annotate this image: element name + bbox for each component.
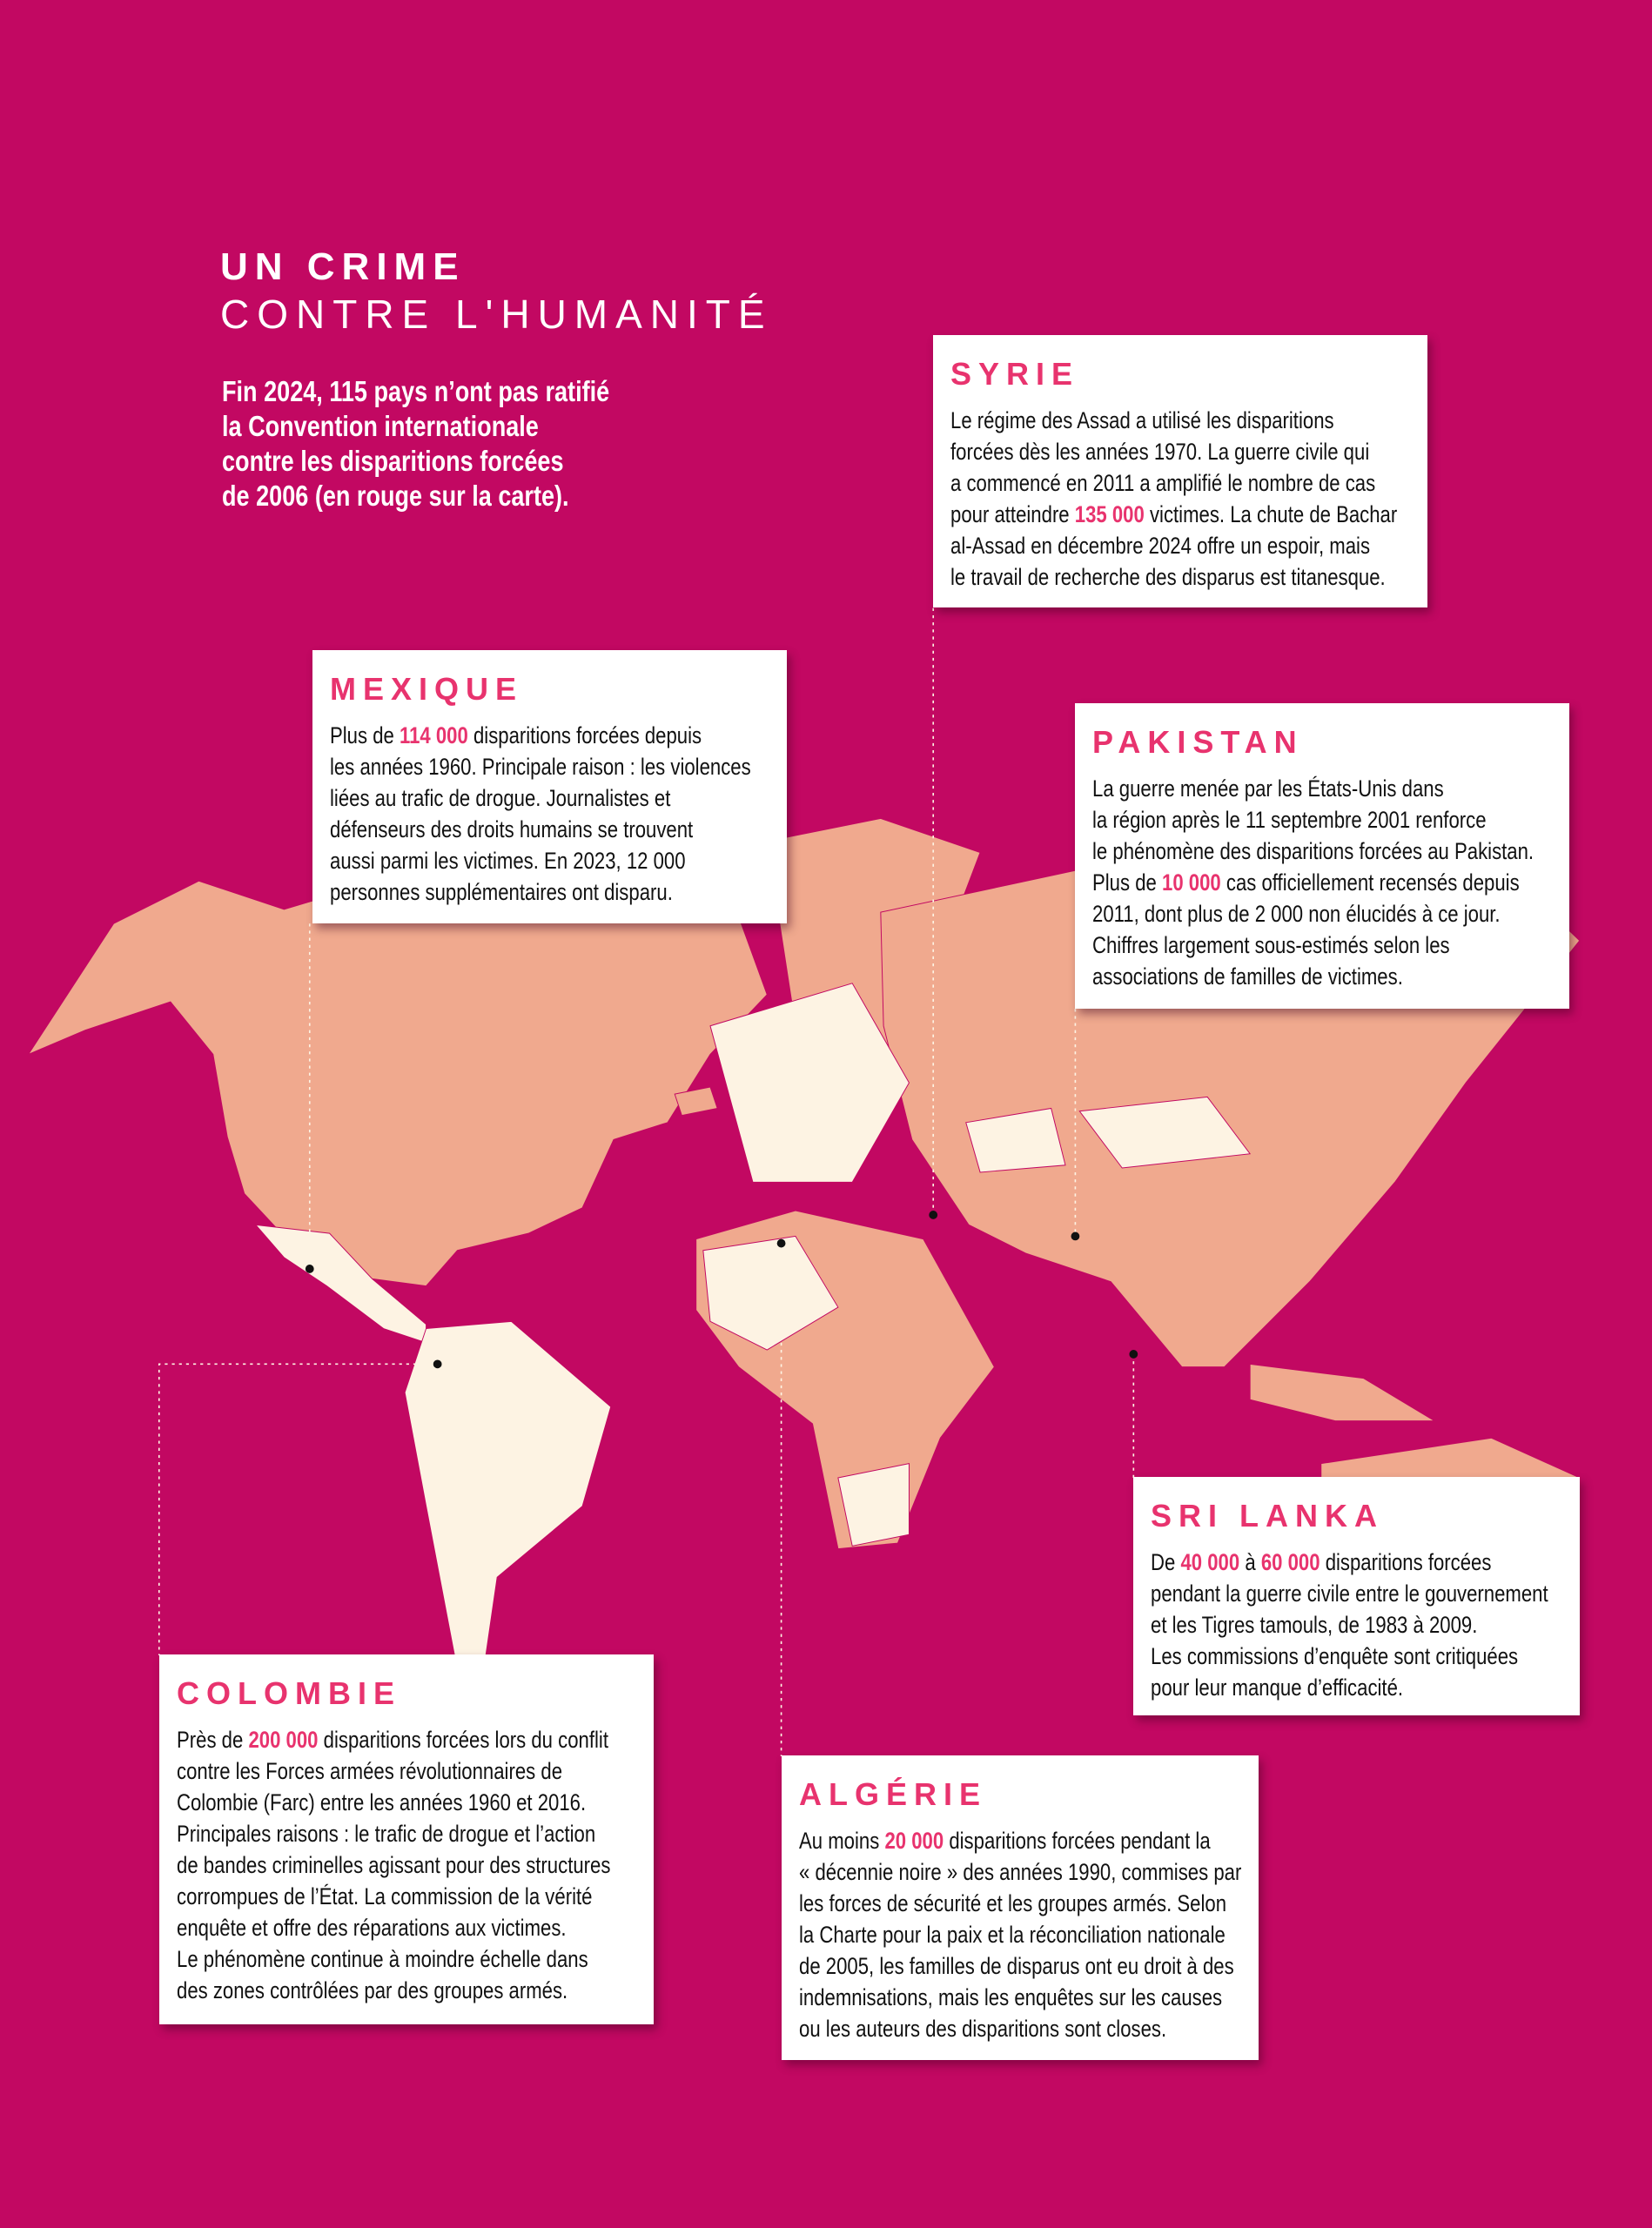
intro-line: la Convention internationale — [222, 410, 539, 442]
text-segment: les années 1960. Principale raison : les violences — [330, 754, 751, 780]
marker-algerie — [777, 1239, 786, 1248]
box-line — [1151, 1672, 1488, 1703]
text-segment: disparitions forcées — [1320, 1549, 1492, 1575]
text-segment: liées au trafic de drogue. Journalistes et — [330, 785, 671, 811]
box-title: PAKISTAN — [1092, 724, 1304, 760]
box-line — [330, 876, 690, 908]
text-segment: Près de — [177, 1727, 249, 1753]
box-pakistan — [1075, 703, 1569, 1009]
box-line — [330, 720, 702, 751]
text-segment: indemnisations, mais les enquêtes sur les causes — [799, 1984, 1223, 2010]
text-segment: Le phénomène continue à moindre échelle dans — [177, 1946, 588, 1972]
title-line-2: CONTRE L'HUMANITÉ — [220, 292, 773, 337]
south-america — [405, 1321, 611, 1655]
box-body — [1151, 1547, 1562, 1703]
box-line — [1092, 898, 1501, 929]
text-segment: forcées dès les années 1970. La guerre civile qui — [950, 439, 1370, 465]
highlight-figure: 20 000 — [884, 1828, 944, 1854]
text-segment: associations de familles de victimes. — [1092, 963, 1403, 990]
box-line — [1092, 773, 1469, 804]
box-line — [1151, 1641, 1519, 1672]
text-segment: la région après le 11 septembre 2001 renforce — [1092, 807, 1487, 833]
marker-colombie — [433, 1359, 442, 1368]
box-line — [799, 1856, 1242, 1888]
text-segment: disparitions forcées lors du conflit — [318, 1727, 608, 1753]
box-colombie — [159, 1654, 654, 2024]
text-segment: et les Tigres tamouls, de 1983 à 2009. — [1151, 1612, 1478, 1638]
text-segment: Au moins — [799, 1828, 885, 1854]
text-segment: La guerre menée par les États-Unis dans — [1092, 775, 1444, 802]
highlight-figure: 10 000 — [1162, 869, 1221, 896]
box-body — [950, 405, 1410, 593]
box-body — [1092, 773, 1552, 992]
text-segment: des zones contrôlées par des groupes armés. — [177, 1977, 568, 2003]
highlight-figure: 135 000 — [1074, 501, 1145, 527]
box-line — [950, 467, 1376, 499]
box-line — [950, 530, 1371, 561]
box-line — [799, 1982, 1223, 2013]
box-line — [177, 1787, 587, 1818]
text-segment: Plus de — [1092, 869, 1163, 896]
box-line — [177, 1881, 593, 1912]
text-segment: de 2005, les familles de disparus ont eu droit à des — [799, 1953, 1234, 1979]
highlight-figure: 40 000 — [1180, 1549, 1240, 1575]
box-line — [799, 1888, 1227, 1919]
marker-srilanka — [1129, 1350, 1138, 1359]
box-line — [1151, 1578, 1548, 1609]
box-line — [177, 1724, 608, 1755]
box-syrie — [933, 335, 1427, 607]
text-segment: victimes. La chute de Bachar — [1144, 501, 1398, 527]
box-line — [799, 1825, 1211, 1856]
text-segment: al-Assad en décembre 2024 offre un espoir, mais — [950, 533, 1371, 559]
box-line — [799, 1919, 1226, 1950]
intro-line: contre les disparitions forcées — [222, 445, 564, 477]
text-segment: Plus de — [330, 722, 400, 748]
text-segment: la Charte pour la paix et la réconciliation nationale — [799, 1922, 1226, 1948]
text-segment: de bandes criminelles agissant pour des structures — [177, 1852, 611, 1878]
box-line — [950, 499, 1398, 530]
highlight-figure: 200 000 — [248, 1727, 319, 1753]
text-segment: a commencé en 2011 a amplifié le nombre de cas — [950, 470, 1376, 496]
highlight-figure: 114 000 — [400, 722, 468, 748]
text-segment: De — [1151, 1549, 1181, 1575]
text-segment: « décennie noire » des années 1990, commises par — [799, 1859, 1242, 1885]
box-line — [1092, 867, 1520, 898]
box-line — [177, 1849, 611, 1881]
box-line — [1092, 929, 1469, 961]
box-line — [330, 782, 690, 814]
box-line — [799, 1950, 1234, 1982]
marker-pakistan — [1071, 1232, 1080, 1241]
text-segment: le travail de recherche des disparus est titanesque. — [950, 564, 1386, 590]
text-segment: Chiffres largement sous-estimés selon les — [1092, 932, 1450, 958]
box-line — [950, 436, 1370, 467]
text-segment: corrompues de l’État. La commission de la vérité — [177, 1883, 593, 1909]
marker-syrie — [929, 1211, 937, 1219]
box-body — [177, 1724, 636, 2006]
box-title: SRI LANKA — [1151, 1498, 1384, 1533]
text-segment: personnes supplémentaires ont disparu. — [330, 879, 673, 905]
text-segment: pour leur manque d’efficacité. — [1151, 1674, 1404, 1701]
title-line-1: UN CRIME — [220, 245, 466, 288]
leader-colombie — [159, 1364, 438, 1655]
intro-text — [222, 374, 695, 513]
box-line — [1092, 836, 1534, 867]
box-line — [1092, 804, 1487, 836]
text-segment: 2011, dont plus de 2 000 non élucidés à ce jour. — [1092, 901, 1501, 927]
text-segment: ou les auteurs des disparitions sont closes. — [799, 2016, 1167, 2042]
text-segment: pendant la guerre civile entre le gouvernement — [1151, 1580, 1548, 1607]
box-line — [177, 1943, 588, 1975]
text-segment: cas officiellement recensés depuis — [1220, 869, 1520, 896]
highlight-figure: 60 000 — [1260, 1549, 1320, 1575]
box-body — [799, 1825, 1241, 2044]
box-line — [330, 814, 694, 845]
box-line — [950, 405, 1334, 436]
box-title: ALGÉRIE — [799, 1776, 988, 1812]
box-line — [1092, 961, 1469, 992]
text-segment: disparitions forcées depuis — [467, 722, 702, 748]
text-segment: Le régime des Assad a utilisé les disparitions — [950, 407, 1334, 433]
text-segment: Les commissions d’enquête sont critiquées — [1151, 1643, 1519, 1669]
box-line — [177, 1912, 567, 1943]
text-segment: défenseurs des droits humains se trouvent — [330, 816, 694, 842]
box-line — [330, 751, 751, 782]
box-algerie — [782, 1755, 1259, 2060]
box-line — [950, 561, 1386, 593]
box-line — [799, 2013, 1167, 2044]
box-line — [1151, 1547, 1492, 1578]
box-body — [330, 720, 769, 908]
text-segment: pour atteindre — [950, 501, 1075, 527]
text-segment: enquête et offre des réparations aux victimes. — [177, 1915, 567, 1941]
box-line — [330, 845, 690, 876]
intro-line: Fin 2024, 115 pays n’ont pas ratifié — [222, 375, 610, 407]
text-segment: Principales raisons : le trafic de drogue et l’action — [177, 1821, 596, 1847]
box-title: COLOMBIE — [177, 1675, 401, 1711]
text-segment: contre les Forces armées révolutionnaires de — [177, 1758, 563, 1784]
box-title: MEXIQUE — [330, 671, 524, 707]
text-segment: Colombie (Farc) entre les années 1960 et 2016. — [177, 1789, 587, 1815]
indonesia — [1250, 1364, 1434, 1420]
intro-line: de 2006 (en rouge sur la carte). — [222, 480, 569, 512]
box-line — [177, 1818, 596, 1849]
box-srilanka — [1133, 1477, 1580, 1715]
box-title: SYRIE — [950, 356, 1080, 392]
box-mexique — [312, 650, 787, 923]
text-segment: à — [1239, 1549, 1261, 1575]
box-line — [177, 1755, 563, 1787]
marker-mexique — [306, 1265, 314, 1273]
text-segment: disparitions forcées pendant la — [944, 1828, 1211, 1854]
text-segment: aussi parmi les victimes. En 2023, 12 000 — [330, 848, 686, 874]
box-line — [177, 1975, 568, 2006]
text-segment: les forces de sécurité et les groupes armés. Selon — [799, 1890, 1227, 1916]
box-line — [1151, 1609, 1488, 1641]
text-segment: le phénomène des disparitions forcées au Pakistan. — [1092, 838, 1534, 864]
